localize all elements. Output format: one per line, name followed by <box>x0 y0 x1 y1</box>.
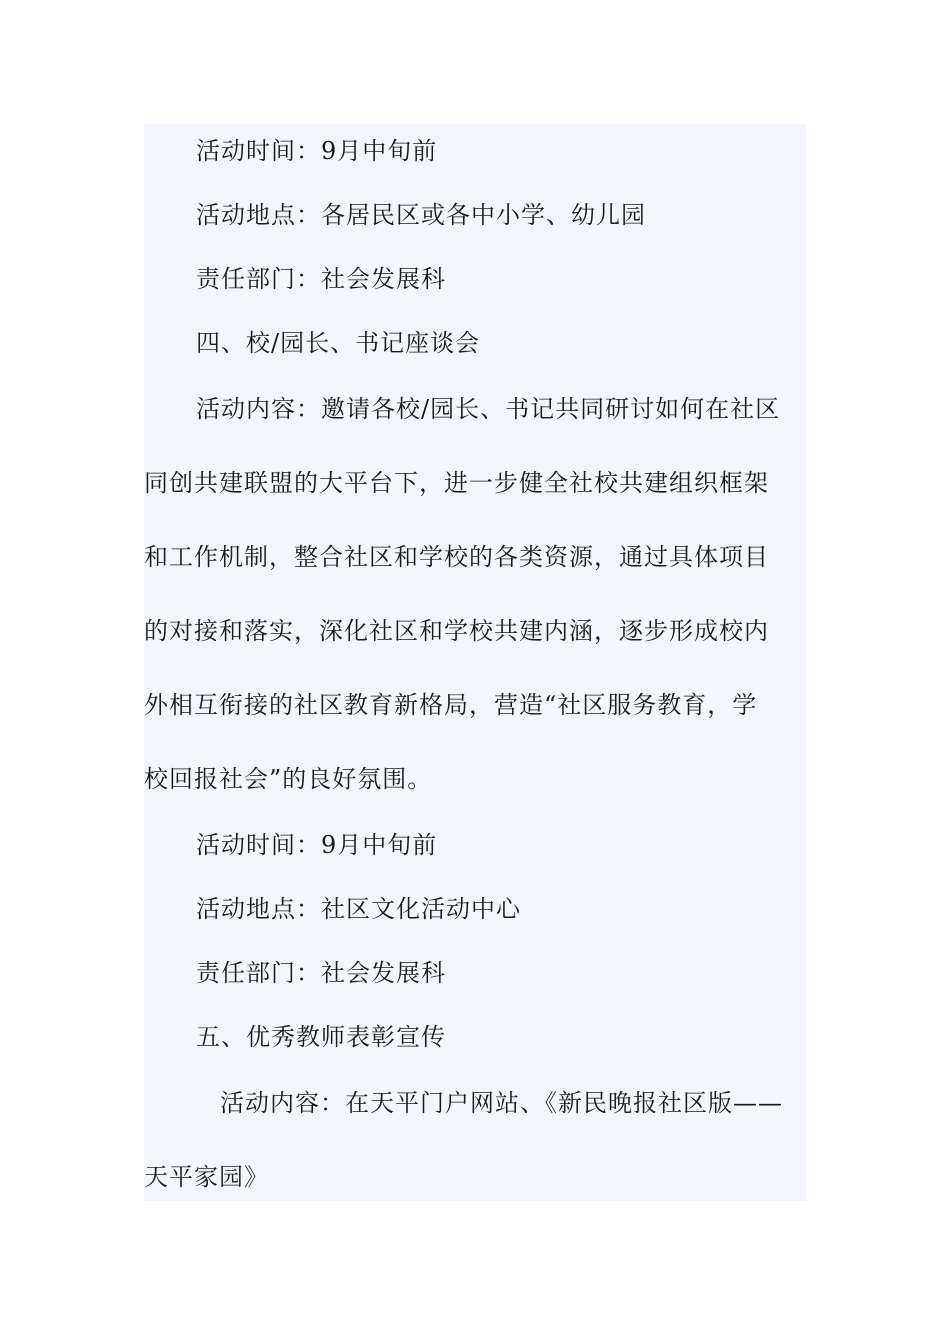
paragraph-line: 和工作机制，整合社区和学校的各类资源，通过具体项目 <box>144 543 769 571</box>
responsible-dept-line-1: 责任部门：社会发展科 <box>196 265 446 293</box>
paragraph-line: 天平家园》 <box>144 1163 269 1191</box>
activity-content-line-2: 活动内容：在天平门户网站、《新民晚报社区版—— <box>220 1089 783 1117</box>
responsible-dept-line-2: 责任部门：社会发展科 <box>196 959 446 987</box>
paragraph-line: 的对接和落实，深化社区和学校共建内涵，逐步形成校内 <box>144 617 769 645</box>
activity-location-line-1: 活动地点：各居民区或各中小学、幼儿园 <box>196 201 646 229</box>
paragraph-line: 外相互衔接的社区教育新格局，营造“社区服务教育，学 <box>144 691 758 719</box>
document-page <box>144 124 806 1201</box>
paragraph-line: 校回报社会”的良好氛围。 <box>144 765 433 793</box>
activity-content-line: 活动内容：邀请各校/园长、书记共同研讨如何在社区 <box>196 395 781 423</box>
section-heading-4: 四、校/园长、书记座谈会 <box>196 329 481 357</box>
activity-location-line-2: 活动地点：社区文化活动中心 <box>196 895 521 923</box>
activity-time-line-1: 活动时间：9月中旬前 <box>196 137 438 165</box>
activity-time-line-2: 活动时间：9月中旬前 <box>196 831 438 859</box>
paragraph-line: 同创共建联盟的大平台下，进一步健全社校共建组织框架 <box>144 469 769 497</box>
section-heading-5: 五、优秀教师表彰宣传 <box>196 1023 446 1051</box>
